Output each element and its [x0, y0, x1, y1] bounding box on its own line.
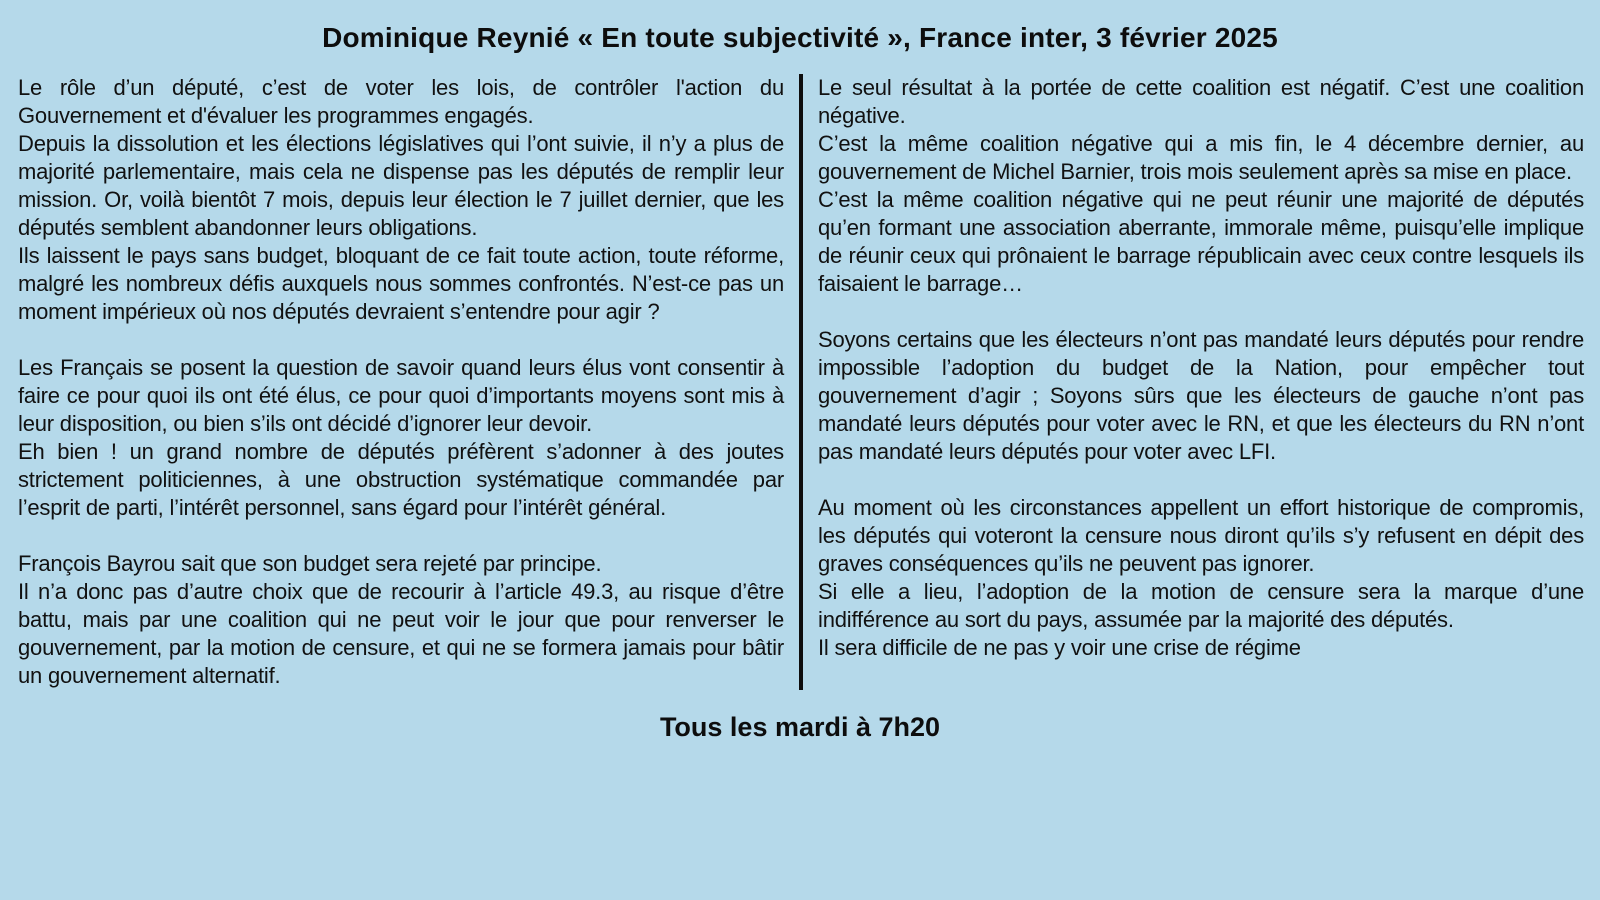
- paragraph: Depuis la dissolution et les élections législatives qui l’ont suivie, il n’y a plus de majorité parlementaire, mais cela ne dispense pas les députés de remplir leur mission. Or, voilà bientôt 7 mois, depuis leur élection le 7 juillet dernier, que les députés semblent abandonner leurs obligations.: [18, 131, 784, 240]
- paragraph: Au moment où les circonstances appellent un effort historique de compromis, les députés qui voteront la censure nous diront qu’ils s’y refusent en dépit des graves conséquences qu’ils ne peuvent pas ignorer.: [818, 495, 1584, 576]
- paragraph: Le seul résultat à la portée de cette coalition est négatif. C’est une coalition négative.: [818, 75, 1584, 128]
- paragraph: Les Français se posent la question de savoir quand leurs élus vont consentir à faire ce pour quoi ils ont été élus, ce pour quoi d’importants moyens sont mis à leur disposition, ou bien s’ils ont décidé d’ignorer leur devoir.: [18, 355, 784, 436]
- left-text-column: [18, 74, 799, 690]
- paragraph: C’est la même coalition négative qui a mis fin, le 4 décembre dernier, au gouvernement de Michel Barnier, trois mois seulement après sa mise en place.: [818, 131, 1584, 184]
- paragraph: Eh bien ! un grand nombre de députés préfèrent s’adonner à des joutes strictement politiciennes, à une obstruction systématique commandée par l’esprit de parti, l’intérêt personnel, sans égard pour l’intérêt général.: [18, 439, 784, 520]
- paragraph: Ils laissent le pays sans budget, bloquant de ce fait toute action, toute réforme, malgré les nombreux défis auxquels nous sommes confrontés. N’est-ce pas un moment impérieux où nos députés devraient s’entendre pour agir ?: [18, 243, 784, 324]
- paragraph: Il n’a donc pas d’autre choix que de recourir à l’article 49.3, au risque d’être battu, mais par une coalition qui ne peut voir le jour que pour renverser le gouvernement, par la motion de censure, et qui ne se formera jamais pour bâtir un gouvernement alternatif.: [18, 579, 784, 688]
- broadcast-schedule-footer: Tous les mardi à 7h20: [659, 712, 941, 742]
- paragraph: C’est la même coalition négative qui ne peut réunir une majorité de députés qu’en formant une association aberrante, immorale même, puisqu’elle implique de réunir ceux qui prônaient le barrage républicain avec ceux contre lesquels ils faisaient le barrage…: [818, 187, 1584, 296]
- paragraph: Il sera difficile de ne pas y voir une crise de régime: [818, 635, 1301, 660]
- paragraph: Soyons certains que les électeurs n’ont pas mandaté leurs députés pour rendre impossible l’adoption du budget de la Nation, pour empêcher tout gouvernement d’agir ; Soyons sûrs que les électeurs de gauche n’ont pas mandaté leurs députés pour voter avec le RN, et que les électeurs du RN n’ont pas mandaté leurs députés pour voter avec LFI.: [818, 327, 1584, 464]
- right-text-column: [803, 74, 1584, 690]
- page-title: Dominique Reynié « En toute subjectivité », France inter, 3 février 2025: [322, 22, 1278, 53]
- paragraph: Si elle a lieu, l’adoption de la motion de censure sera la marque d’une indifférence au sort du pays, assumée par la majorité des députés.: [818, 579, 1584, 632]
- two-column-layout: [18, 74, 1584, 690]
- paragraph: François Bayrou sait que son budget sera rejeté par principe.: [18, 551, 602, 576]
- paragraph: Le rôle d’un député, c’est de voter les lois, de contrôler l'action du Gouvernement et d'évaluer les programmes engagés.: [18, 75, 784, 128]
